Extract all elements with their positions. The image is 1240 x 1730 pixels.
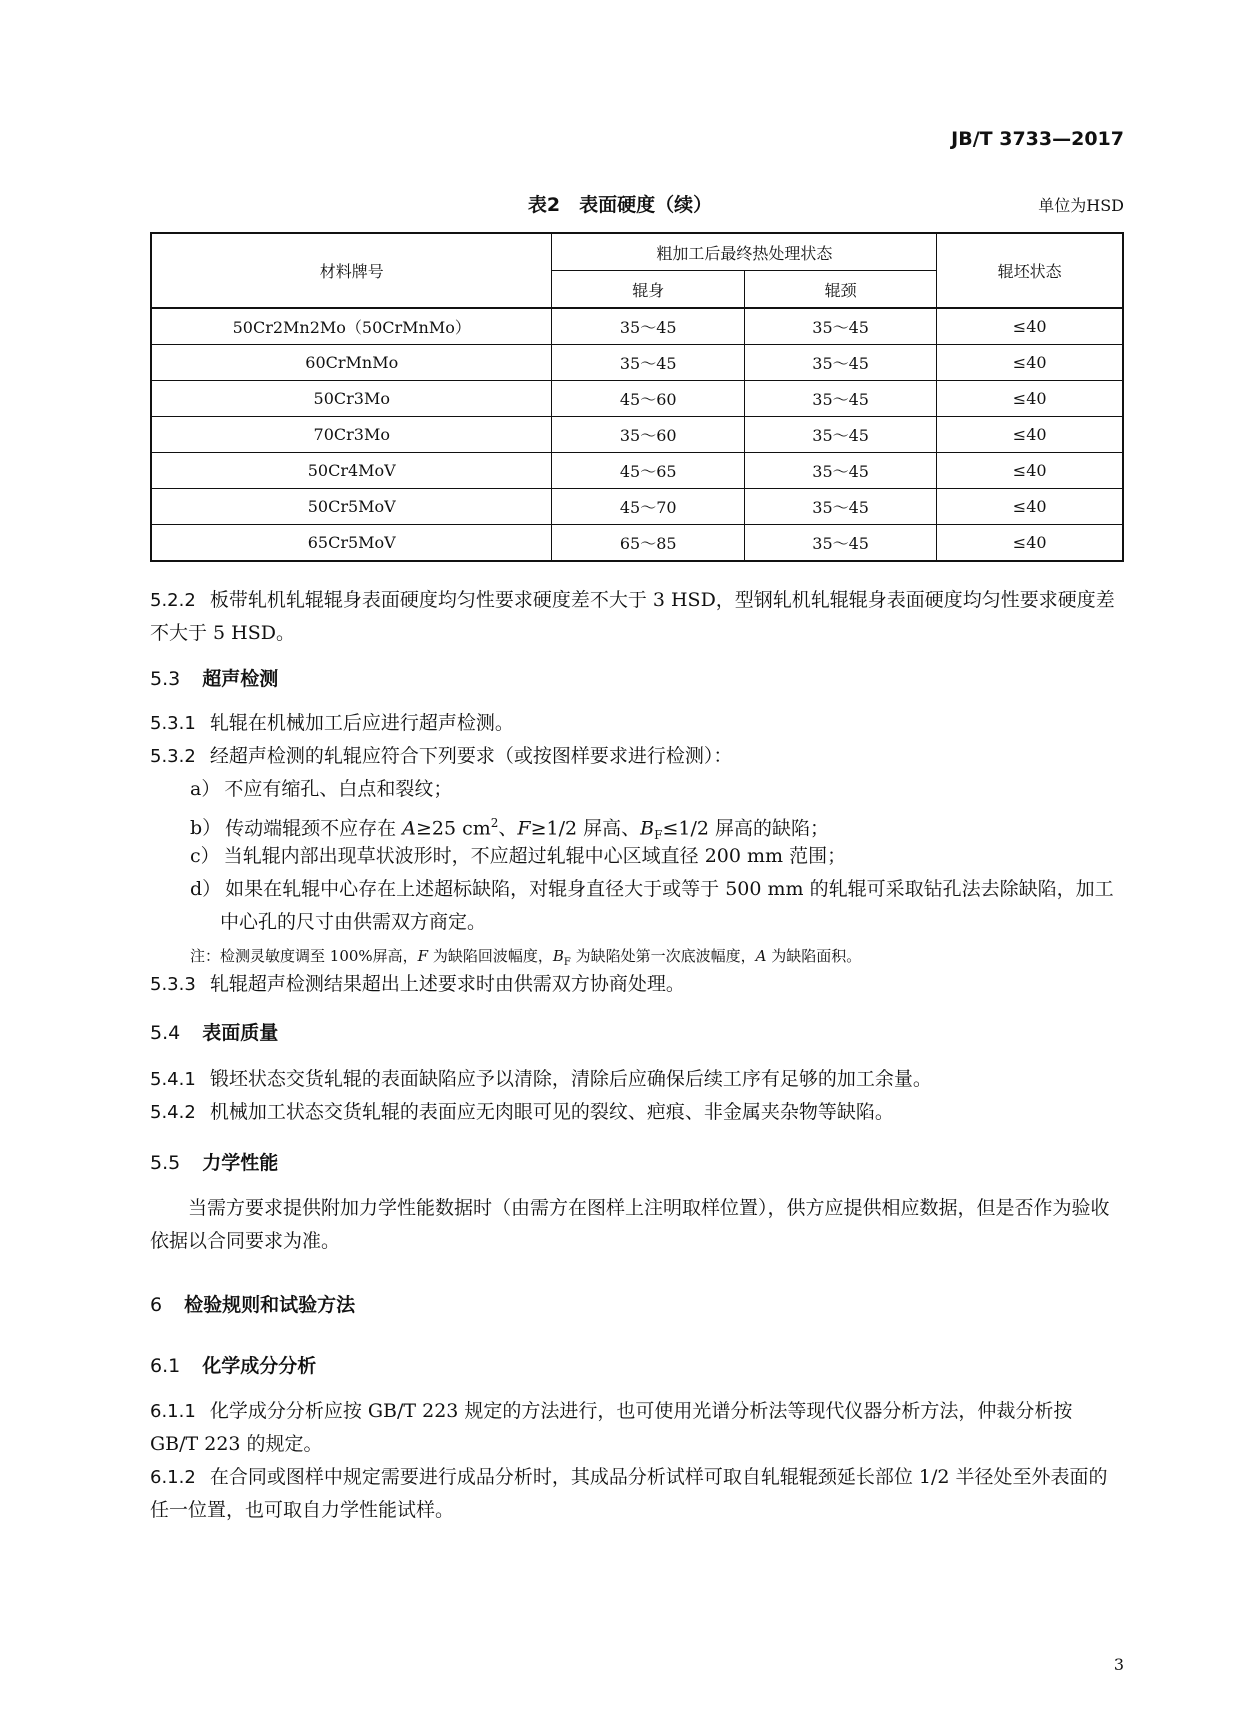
cell-material: 60CrMnMo	[151, 345, 552, 381]
item-text: 当轧辊内部出现草状波形时，不应超过轧辊中心区域直径 200 mm 范围；	[223, 845, 847, 867]
item-text: 不应有缩孔、白点和裂纹；	[224, 778, 453, 800]
section-title: 表面质量	[202, 1022, 279, 1044]
cell-material: 65Cr5MoV	[151, 525, 552, 562]
section-number: 6.1	[150, 1355, 181, 1377]
cell-neck: 35～45	[744, 417, 936, 453]
cell-blank: ≤40	[937, 345, 1123, 381]
table-row	[151, 489, 1123, 525]
var-f: F	[417, 947, 429, 965]
item-text: 、	[498, 817, 518, 840]
clause-number: 5.4.1	[150, 1069, 196, 1090]
table-unit: 单位为HSD	[1038, 196, 1124, 215]
note-text: 为缺陷处第一次底波幅度，	[570, 947, 756, 965]
item-label: c）	[190, 845, 220, 867]
section-title: 化学成分分析	[202, 1355, 317, 1377]
cell-material: 50Cr2Mn2Mo（50CrMnMo）	[151, 308, 552, 345]
cell-neck: 35～45	[744, 489, 936, 525]
var-a: A	[755, 947, 767, 965]
clause-5-4-1	[150, 1063, 1124, 1096]
header-blank-state: 辊坯状态	[937, 233, 1123, 308]
item-text: ≤1/2 屏高的缺陷；	[662, 817, 829, 840]
table-row	[151, 345, 1123, 381]
section-number: 5.3	[150, 668, 181, 690]
cell-material: 70Cr3Mo	[151, 417, 552, 453]
header-roll-neck: 辊颈	[744, 271, 936, 309]
note-text: 为缺陷面积。	[766, 947, 862, 965]
page-number: 3	[1113, 1655, 1124, 1674]
table-row	[151, 525, 1123, 562]
clause-5-3-2	[150, 740, 1124, 773]
clause-number: 5.3.3	[150, 974, 196, 995]
cell-body: 65～85	[552, 525, 744, 562]
cell-neck: 35～45	[744, 453, 936, 489]
table-row	[151, 308, 1123, 345]
section-title: 力学性能	[202, 1152, 279, 1174]
list-item-a	[190, 773, 1124, 806]
cell-neck: 35～45	[744, 525, 936, 562]
clause-number: 5.4.2	[150, 1102, 196, 1123]
list-item-d	[190, 873, 1124, 939]
section-5-4-heading	[150, 1018, 278, 1045]
var-b: B	[640, 817, 655, 840]
clause-text: 化学成分分析应按 GB/T 223 规定的方法进行，也可使用光谱分析法等现代仪器分析方法，仲裁分析按 GB/T 223 的规定。	[150, 1400, 1073, 1455]
table-row	[151, 381, 1123, 417]
cell-material: 50Cr4MoV	[151, 453, 552, 489]
var-f: F	[517, 817, 531, 840]
clause-text: 机械加工状态交货轧辊的表面应无肉眼可见的裂纹、疤痕、非金属夹杂物等缺陷。	[209, 1101, 894, 1123]
clause-number: 6.1.1	[150, 1401, 196, 1422]
cell-neck: 35～45	[744, 381, 936, 417]
clause-5-3-3	[150, 968, 1124, 1001]
table-row	[151, 417, 1123, 453]
section-title: 超声检测	[202, 668, 279, 690]
clause-number: 6.1.2	[150, 1467, 196, 1488]
clause-5-4-2	[150, 1096, 1124, 1129]
clause-number: 5.3.2	[150, 746, 196, 767]
subscript: F	[563, 957, 571, 968]
cell-material: 50Cr5MoV	[151, 489, 552, 525]
cell-body: 35～60	[552, 417, 744, 453]
cell-material: 50Cr3Mo	[151, 381, 552, 417]
cell-blank: ≤40	[937, 308, 1123, 345]
hardness-table	[150, 232, 1124, 562]
item-text: ≥1/2 屏高、	[530, 817, 641, 840]
clause-text: 板带轧机轧辊辊身表面硬度均匀性要求硬度差不大于 3 HSD，型钢轧机轧辊辊身表面硬度均匀性要求硬度差不大于 5 HSD。	[150, 589, 1115, 644]
item-label: a）	[190, 778, 221, 800]
cell-body: 35～45	[552, 308, 744, 345]
header-heat-treatment: 粗加工后最终热处理状态	[552, 233, 937, 271]
section-number: 5.5	[150, 1152, 181, 1174]
clause-number: 5.3.1	[150, 713, 196, 734]
superscript: 2	[490, 816, 499, 830]
clause-text: 轧辊超声检测结果超出上述要求时由供需双方协商处理。	[209, 973, 685, 995]
clause-6-1-2	[150, 1461, 1124, 1527]
cell-blank: ≤40	[937, 417, 1123, 453]
cell-body: 45～70	[552, 489, 744, 525]
cell-blank: ≤40	[937, 381, 1123, 417]
item-text: 如果在轧辊中心存在上述超标缺陷，对辊身直径大于或等于 500 mm 的轧辊可采取钻孔法去除缺陷，加工中心孔的尺寸由供需双方商定。	[220, 878, 1114, 933]
document-code: JB/T 3733—2017	[951, 128, 1124, 150]
section-5-5-heading	[150, 1148, 278, 1175]
item-text: ≥25 cm	[415, 817, 491, 840]
var-a: A	[402, 817, 416, 840]
section-number: 6	[150, 1294, 163, 1316]
cell-body: 35～45	[552, 345, 744, 381]
section-title: 检验规则和试验方法	[184, 1294, 356, 1316]
subscript: F	[654, 828, 663, 843]
section-number: 5.4	[150, 1022, 181, 1044]
table-title: 表2 表面硬度（续）	[527, 194, 713, 216]
cell-blank: ≤40	[937, 525, 1123, 562]
clause-text: 轧辊在机械加工后应进行超声检测。	[209, 712, 514, 734]
cell-blank: ≤40	[937, 489, 1123, 525]
item-label: d）	[190, 878, 222, 900]
clause-text: 锻坯状态交货轧辊的表面缺陷应予以清除，清除后应确保后续工序有足够的加工余量。	[209, 1068, 932, 1090]
clause-5-3-1	[150, 707, 1124, 740]
note-text: 检测灵敏度调至 100%屏高，	[220, 947, 418, 965]
cell-blank: ≤40	[937, 453, 1123, 489]
header-material: 材料牌号	[151, 233, 552, 308]
note	[190, 945, 1124, 968]
cell-body: 45～60	[552, 381, 744, 417]
var-b: B	[552, 947, 564, 965]
note-label: 注：	[190, 947, 221, 965]
cell-neck: 35～45	[744, 345, 936, 381]
clause-text: 经超声检测的轧辊应符合下列要求（或按图样要求进行检测）：	[209, 745, 733, 767]
item-text: 传动端辊颈不应存在	[225, 817, 403, 840]
header-roll-body: 辊身	[552, 271, 744, 309]
cell-body: 45～65	[552, 453, 744, 489]
clause-5-5-text: 当需方要求提供附加力学性能数据时（由需方在图样上注明取样位置），供方应提供相应数据，但是否作为验收依据以合同要求为准。	[150, 1197, 1110, 1252]
item-label: b）	[190, 817, 222, 840]
note-text: 为缺陷回波幅度，	[428, 947, 553, 965]
clause-number: 5.2.2	[150, 590, 196, 611]
section-6-1-heading	[150, 1351, 316, 1378]
list-item-c	[190, 840, 1124, 873]
clause-6-1-1	[150, 1395, 1124, 1461]
chapter-6-heading	[150, 1290, 355, 1317]
cell-neck: 35～45	[744, 308, 936, 345]
clause-text: 在合同或图样中规定需要进行成品分析时，其成品分析试样可取自轧辊辊颈延长部位 1/2 半径处至外表面的任一位置，也可取自力学性能试样。	[150, 1466, 1108, 1521]
clause-5-2-2	[150, 584, 1124, 650]
table-row	[151, 453, 1123, 489]
section-5-3-heading	[150, 664, 278, 691]
